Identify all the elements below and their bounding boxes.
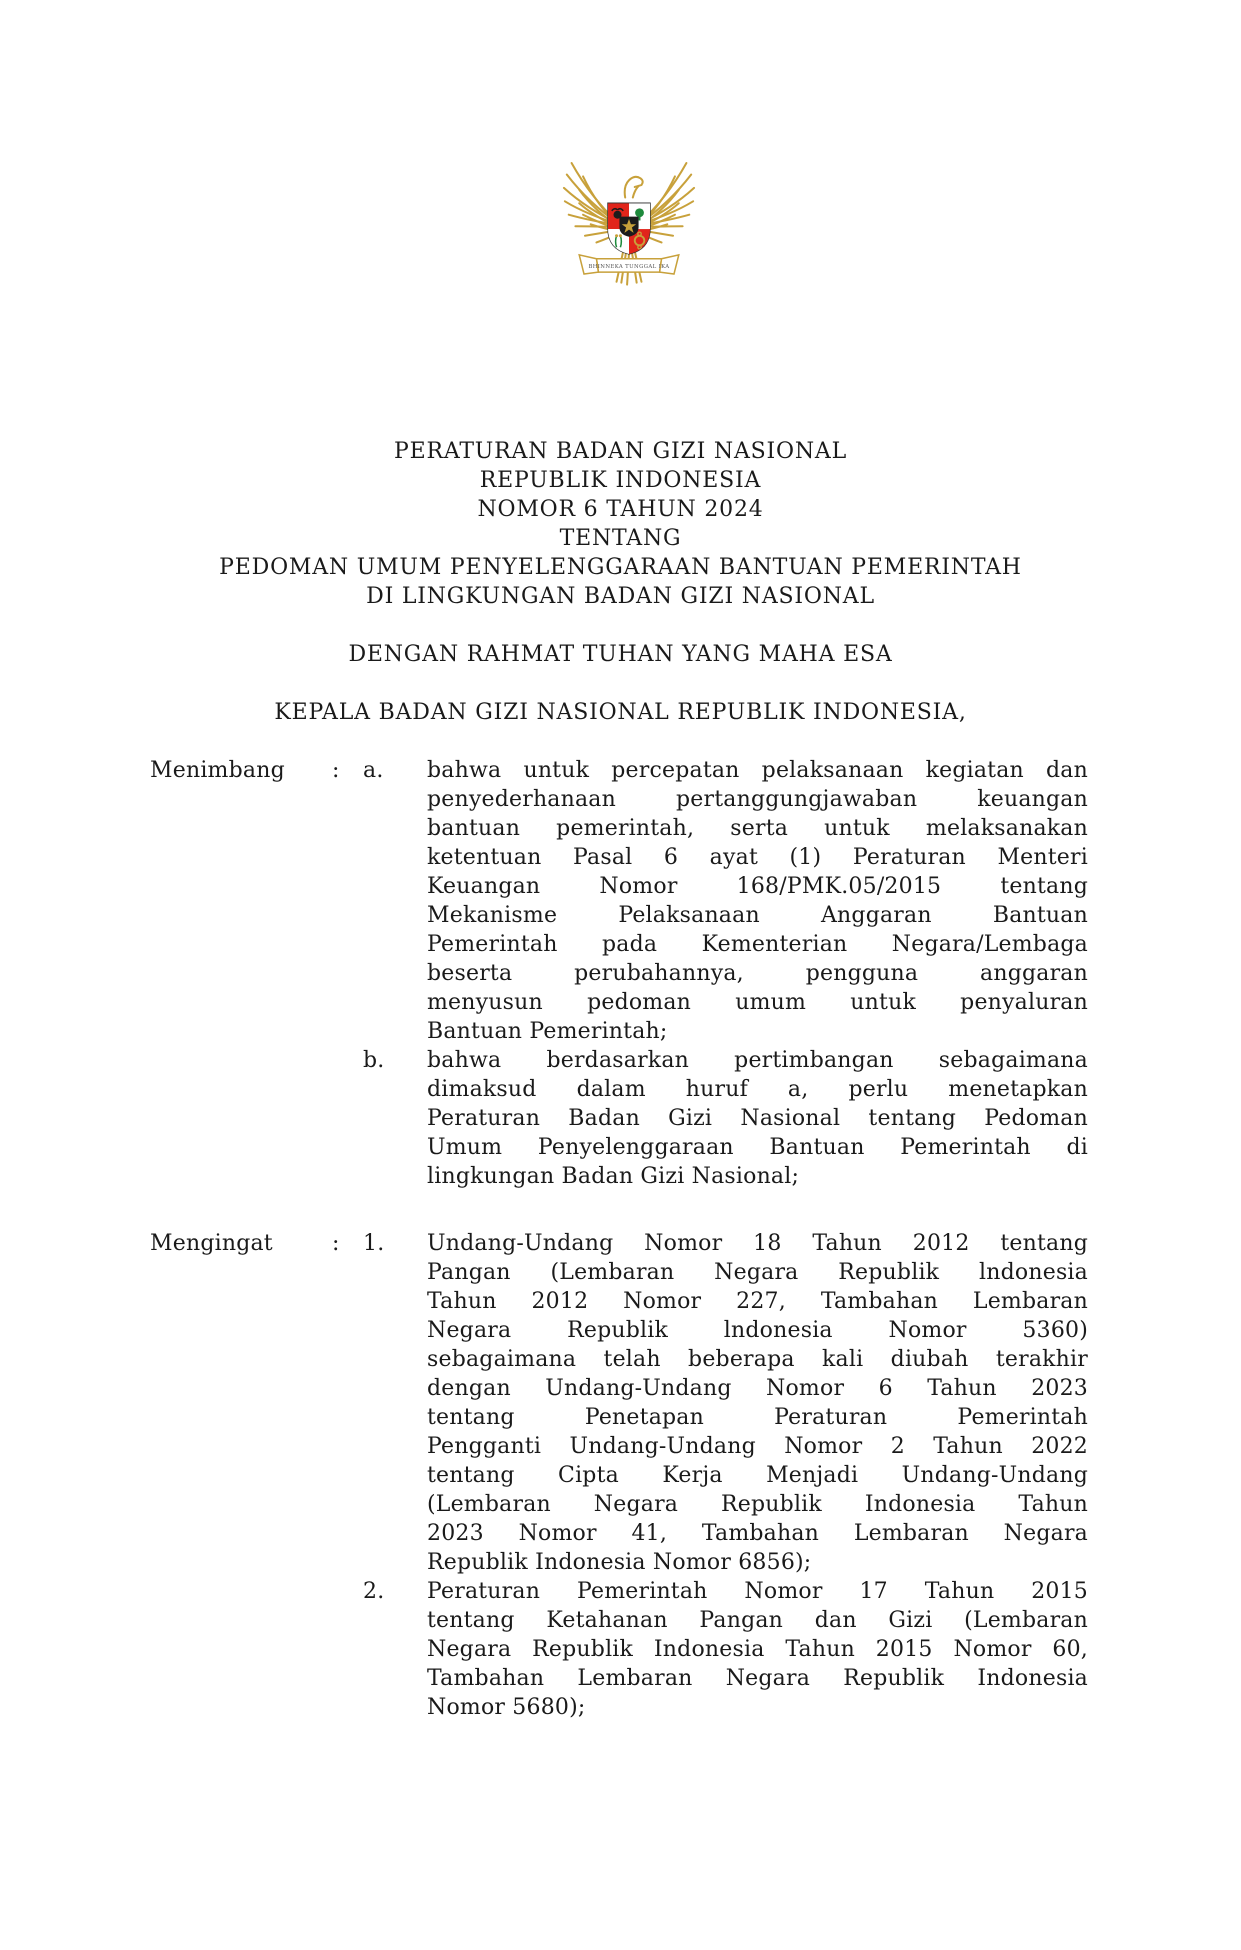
text-line: Undang-Undang Nomor 18 Tahun 2012 tentang — [427, 1231, 1088, 1256]
text-line: Peraturan Pemerintah Nomor 17 Tahun 2015 — [427, 1579, 1088, 1604]
section-menimbang — [150, 756, 1088, 1191]
text-line: bahwa untuk percepatan pelaksanaan kegiatan dan — [427, 758, 1088, 783]
title-line-subject-1: PEDOMAN UMUM PENYELENGGARAAN BANTUAN PEMERINTAH — [219, 555, 1022, 580]
item-marker: 2. — [363, 1579, 385, 1604]
text-line: tentang Penetapan Peraturan Pemerintah — [427, 1405, 1088, 1430]
document-title — [0, 437, 1241, 611]
invocation-line: DENGAN RAHMAT TUHAN YANG MAHA ESA — [348, 642, 893, 667]
item-text — [427, 1046, 1088, 1191]
title-line-subject-2: DI LINGKUNGAN BADAN GIZI NASIONAL — [366, 584, 875, 609]
text-line: Umum Penyelenggaraan Bantuan Pemerintah di — [427, 1135, 1088, 1160]
section-items — [363, 1229, 1088, 1722]
text-line: Mekanisme Pelaksanaan Anggaran Bantuan — [427, 903, 1088, 928]
text-line: Pemerintah pada Kementerian Negara/Lembaga — [427, 932, 1088, 957]
item-text — [427, 1229, 1088, 1577]
text-line: Republik Indonesia Nomor 6856); — [427, 1550, 812, 1575]
emblem-motto: BHINNEKA TUNGGAL IKA — [588, 263, 670, 270]
text-line: Peraturan Badan Gizi Nasional tentang Pedoman — [427, 1106, 1088, 1131]
text-line: dengan Undang-Undang Nomor 6 Tahun 2023 — [427, 1376, 1088, 1401]
text-line: penyederhanaan pertanggungjawaban keuangan — [427, 787, 1088, 812]
text-line: Nomor 5680); — [427, 1695, 586, 1720]
text-line: beserta perubahannya, pengguna anggaran — [427, 961, 1088, 986]
text-line: tentang Ketahanan Pangan dan Gizi (Lembaran — [427, 1608, 1088, 1633]
text-line: 2023 Nomor 41, Tambahan Lembaran Negara — [427, 1521, 1088, 1546]
text-line: Pengganti Undang-Undang Nomor 2 Tahun 2022 — [427, 1434, 1088, 1459]
text-line: Negara Republik Indonesia Tahun 2015 Nomor 60, — [427, 1637, 1088, 1662]
text-line: ketentuan Pasal 6 ayat (1) Peraturan Menteri — [427, 845, 1088, 870]
text-line: bantuan pemerintah, serta untuk melaksanakan — [427, 816, 1088, 841]
section-separator: : — [332, 1231, 340, 1256]
text-line: Pangan (Lembaran Negara Republik lndonesia — [427, 1260, 1088, 1285]
item-text — [427, 1577, 1088, 1722]
item-marker: 1. — [363, 1231, 385, 1256]
title-line-republic: REPUBLIK INDONESIA — [479, 468, 762, 493]
item-marker: a. — [363, 758, 384, 783]
text-line: tentang Cipta Kerja Menjadi Undang-Undang — [427, 1463, 1088, 1488]
text-line: Negara Republik lndonesia Nomor 5360) — [427, 1318, 1088, 1343]
section-items — [363, 756, 1088, 1191]
text-line: lingkungan Badan Gizi Nasional; — [427, 1164, 800, 1189]
garuda-pancasila-emblem — [562, 147, 696, 292]
text-line: sebagaimana telah beberapa kali diubah terakhir — [427, 1347, 1088, 1372]
section-label: Menimbang — [150, 758, 285, 783]
reference-item-2 — [363, 1577, 1088, 1722]
item-marker: b. — [363, 1048, 385, 1073]
consideration-item-b — [363, 1046, 1088, 1191]
consideration-item-a — [363, 756, 1088, 1046]
section-separator: : — [332, 758, 340, 783]
text-line: Keuangan Nomor 168/PMK.05/2015 tentang — [427, 874, 1088, 899]
text-line: bahwa berdasarkan pertimbangan sebagaimana — [427, 1048, 1088, 1073]
section-mengingat — [150, 1229, 1088, 1722]
reference-item-1 — [363, 1229, 1088, 1577]
text-line: Bantuan Pemerintah; — [427, 1019, 668, 1044]
text-line: Tambahan Lembaran Negara Republik Indonesia — [427, 1666, 1088, 1691]
authority-line: KEPALA BADAN GIZI NASIONAL REPUBLIK INDONESIA, — [274, 700, 967, 725]
section-label: Mengingat — [150, 1231, 273, 1256]
text-line: menyusun pedoman umum untuk penyaluran — [427, 990, 1088, 1015]
text-line: Tahun 2012 Nomor 227, Tambahan Lembaran — [427, 1289, 1088, 1314]
item-text — [427, 756, 1088, 1046]
title-line-about: TENTANG — [559, 526, 682, 551]
garuda-pancasila-icon — [562, 147, 696, 292]
text-line: (Lembaran Negara Republik Indonesia Tahun — [427, 1492, 1088, 1517]
text-line: dimaksud dalam huruf a, perlu menetapkan — [427, 1077, 1088, 1102]
title-line-number: NOMOR 6 TAHUN 2024 — [477, 497, 764, 522]
title-line-regulation: PERATURAN BADAN GIZI NASIONAL — [394, 439, 847, 464]
